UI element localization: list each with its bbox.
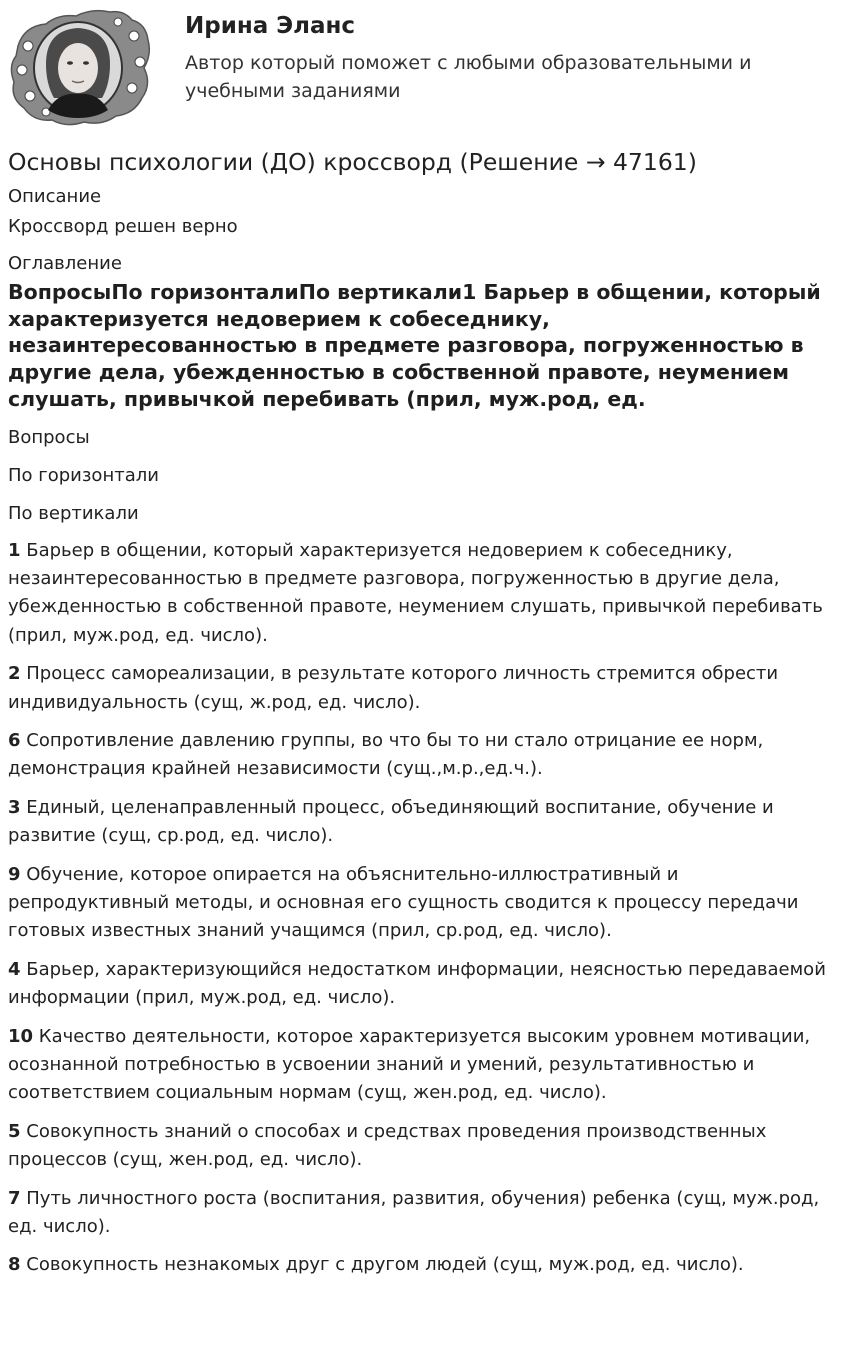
- question-number: 9: [8, 863, 21, 885]
- question-text: Совокупность знаний о способах и средствах проведения производственных процессов (сущ, жен.род, ед. число).: [8, 1120, 767, 1171]
- page-title: Основы психологии (ДО) кроссворд (Решение → 47161): [8, 148, 697, 176]
- question-text: Сопротивление давлению группы, во что бы то ни стало отрицание ее норм, демонстрация крайней независимости (сущ.,м.р.,ед.ч.).: [8, 729, 764, 780]
- question-text: Единый, целенаправленный процесс, объединяющий воспитание, обучение и развитие (сущ, ср.род, ед. число).: [8, 796, 774, 847]
- question-item: [8, 956, 838, 1013]
- description-text: Кроссворд решен верно: [8, 216, 238, 237]
- question-number: 5: [8, 1120, 21, 1142]
- question-item: [8, 537, 838, 651]
- question-text: Барьер в общении, который характеризуется недоверием к собеседнику, незаинтересованностью в предмете разговора, погруженностью в другие дела, убежденностью в собственной правоте, неумением слушать, привычкой перебивать (прил, муж.род, ед. число).: [8, 539, 823, 646]
- question-text: Обучение, которое опирается на объяснительно-иллюстративный и репродуктивный методы, и основная его сущность сводится к процессу передачи готовых известных знаний учащимся (прил, ср.род, ед. число).: [8, 863, 799, 942]
- question-number: 2: [8, 663, 21, 685]
- author-name[interactable]: Ирина Эланс: [185, 13, 356, 39]
- question-number: 1: [8, 539, 21, 561]
- question-item: [8, 1185, 838, 1242]
- question-number: 10: [8, 1025, 34, 1047]
- author-description: Автор который поможет с любыми образовательными и учебными заданиями: [185, 52, 752, 102]
- toc-label: Оглавление: [8, 253, 122, 274]
- toc-heading: ВопросыПо горизонталиПо вертикали1 Барьер в общении, который характеризуется недоверием к собеседнику, незаинтересованностью в предмете разговора, погруженностью в другие дела, убежденностью в собственной правоте, неумением слушать, привычкой перебивать (прил, муж.род, ед.: [8, 280, 821, 411]
- section-vertical: По вертикали: [8, 502, 139, 524]
- question-text: Качество деятельности, которое характеризуется высоким уровнем мотивации, осознанной потребностью в усвоении знаний и умений, результативностью и соответствием социальным нормам (сущ, жен.род, ед. число).: [8, 1025, 811, 1104]
- question-text: Процесс самореализации, в результате которого личность стремится обрести индивидуальность (сущ, ж.род, ед. число).: [8, 663, 779, 713]
- question-text: Путь личностного роста (воспитания, развития, обучения) ребенка (сущ, муж.род, ед. число).: [8, 1187, 820, 1238]
- question-item: [8, 727, 838, 784]
- question-item: [8, 660, 838, 717]
- question-number: 4: [8, 958, 21, 980]
- question-number: 7: [8, 1187, 21, 1209]
- author-card: [0, 0, 847, 135]
- description-label: Описание: [8, 186, 102, 207]
- question-number: 8: [8, 1254, 21, 1276]
- section-horizontal: По горизонтали: [8, 464, 159, 486]
- question-text: Совокупность незнакомых друг с другом людей (сущ, муж.род, ед. число).: [20, 1254, 744, 1276]
- question-number: 3: [8, 796, 21, 818]
- section-questions: Вопросы: [8, 426, 90, 448]
- question-item: [8, 1118, 838, 1175]
- question-item: [8, 861, 838, 946]
- question-number: 6: [8, 729, 21, 751]
- author-avatar[interactable]: [6, 6, 152, 128]
- question-item: [8, 1251, 838, 1279]
- question-item: [8, 794, 838, 851]
- question-item: [8, 1023, 838, 1108]
- document-content: [8, 146, 838, 1280]
- question-text: Барьер, характеризующийся недостатком информации, неясностью передаваемой информации (прил, муж.род, ед. число).: [8, 958, 826, 1009]
